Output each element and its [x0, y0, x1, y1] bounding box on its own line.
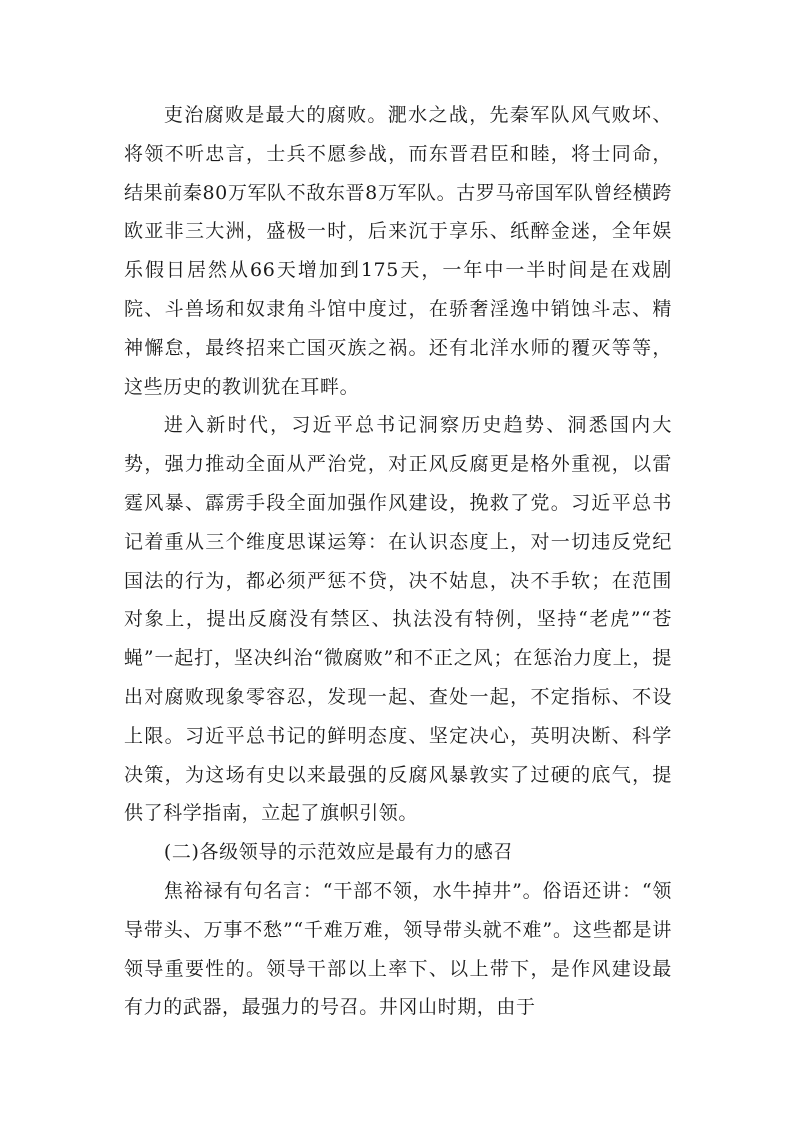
section-heading: (二)各级领导的示范效应是最有力的感召 — [163, 841, 514, 864]
paragraph-new-era: 进入新时代，习近平总书记洞察历史趋势、洞悉国内大势，强力推动全面从严治党，对正风反腐更是格外重视，以雷霆风暴、霹雳手段全面加强作风建设，挽救了党。习近平总书记着重从三个维度思谋运筹：在认识态度上，对一切违反党纪国法的行为，都必须严惩不贷，决不姑息，决不手软；在范围对象上，提出反腐没有禁区、执法没有特例，坚持“老虎”“苍蝇”一起打，坚决纠治“微腐败”和不正之风；在惩治力度上，提出对腐败现象零容忍，发现一起、查处一起，不定指标、不设上限。习近平总书记的鲜明态度、坚定决心，英明决断、科学决策，为这场有史以来最强的反腐风暴敦实了过硬的底气，提供了科学指南，立起了旗帜引领。 — [124, 414, 672, 825]
paragraph-corruption-history: 吏治腐败是最大的腐败。淝水之战，先秦军队风气败坏、将领不听忠言，士兵不愿参战，而东晋君臣和睦，将士同命，结果前秦80万军队不敌东晋8万军队。古罗马帝国军队曾经横跨欧亚非三大洲，盛极一时，后来沉于享乐、纸醉金迷，全年娱乐假日居然从66天增加到175天，一年中一半时间是在戏剧院、斗兽场和奴隶角斗馆中度过，在骄奢淫逸中销蚀斗志、精神懈怠，最终招来亡国灭族之祸。还有北洋水师的覆灭等等，这些历史的教训犹在耳畔。 — [124, 104, 672, 398]
paragraph-leadership: 焦裕禄有句名言：“干部不领，水牛掉井”。俗语还讲：“领导带头、万事不愁”“千难万难，领导带头就不难”。这些都是讲领导重要性的。领导干部以上率下、以上带下，是作风建设最有力的武器，最强力的号召。井冈山时期，由于 — [124, 879, 672, 1019]
document-body — [124, 96, 672, 1027]
